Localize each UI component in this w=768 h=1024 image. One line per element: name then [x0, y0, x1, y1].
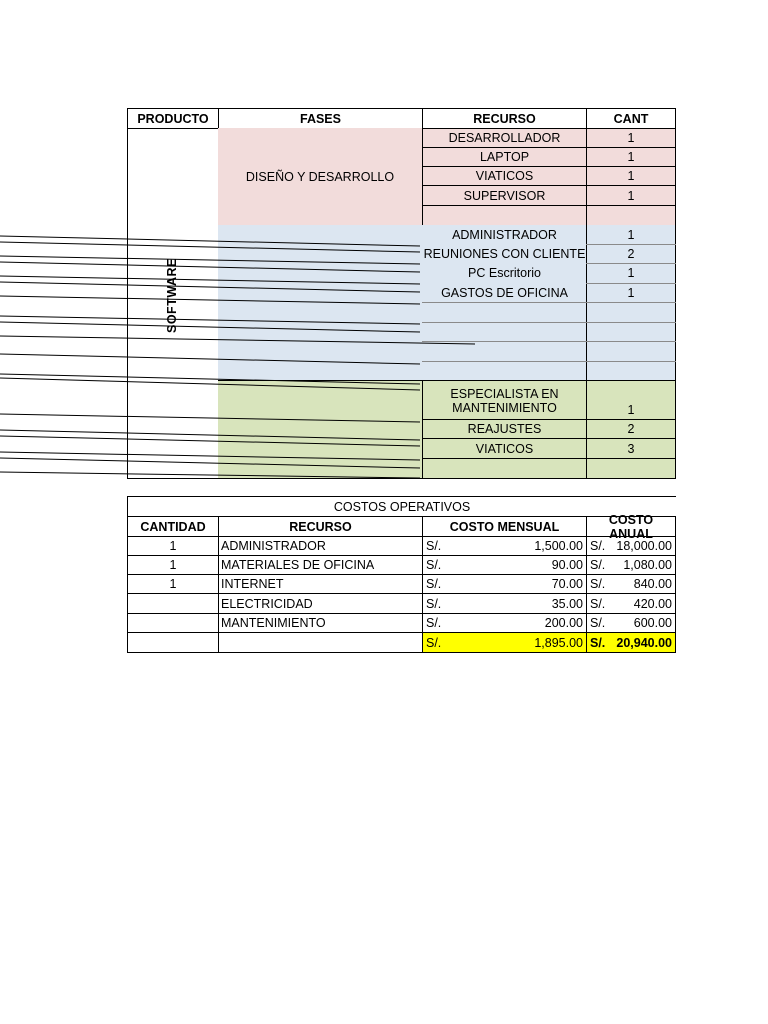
- row-separator: [422, 302, 676, 303]
- row-separator: [422, 341, 676, 342]
- header-recurso: RECURSO: [422, 108, 587, 129]
- header-cant: CANT: [586, 108, 676, 129]
- currency-label: S/.: [426, 539, 442, 553]
- recurso-cell: MATERIALES DE OFICINA: [218, 555, 423, 575]
- cantidad-cell: [127, 613, 219, 633]
- producto-software-label: SOFTWARE: [165, 258, 179, 333]
- cantidad-cell: 1: [127, 574, 219, 594]
- recurso-cell: MANTENIMIENTO: [218, 613, 423, 633]
- recurso-cell: SUPERVISOR: [422, 185, 587, 206]
- cantidad-cell: 1: [127, 536, 219, 556]
- cant-cell: 3: [586, 438, 676, 459]
- costo-anual-cell: [586, 593, 676, 614]
- costo-anual-cell: [586, 613, 676, 633]
- cantidad-cell: [127, 593, 219, 614]
- amount: 70.00: [551, 577, 583, 591]
- costo-anual-cell: [586, 536, 676, 556]
- recurso-cell: ADMINISTRADOR: [422, 225, 587, 245]
- currency-label: S/.: [590, 635, 606, 650]
- empty-cell: [218, 632, 423, 653]
- header-producto: PRODUCTO: [127, 108, 219, 129]
- recurso-cell: ESPECIALISTA EN MANTENIMIENTO: [422, 380, 587, 420]
- empty-cell: [127, 632, 219, 653]
- cantidad-cell: 1: [127, 555, 219, 575]
- amount: 35.00: [551, 596, 583, 611]
- recurso-cell: DESARROLLADOR: [422, 128, 587, 148]
- header-costo-mensual: COSTO MENSUAL: [422, 516, 587, 537]
- row-separator: [422, 361, 676, 362]
- empty-cell: [422, 205, 587, 226]
- recurso-cell: ELECTRICIDAD: [218, 593, 423, 614]
- currency-label: S/.: [590, 616, 606, 630]
- cant-cell: 1: [586, 380, 676, 420]
- cant-cell: 1: [586, 147, 676, 167]
- currency-label: S/.: [590, 558, 606, 572]
- cant-cell: 1: [586, 185, 676, 206]
- costo-mensual-cell: [422, 613, 587, 633]
- recurso-cell: LAPTOP: [422, 147, 587, 167]
- recurso-cell: PC Escritorio: [422, 263, 587, 283]
- total-costo-anual: [586, 632, 676, 653]
- amount: 200.00: [544, 616, 583, 630]
- header-cantidad: CANTIDAD: [127, 516, 219, 537]
- cant-cell: 1: [586, 283, 676, 303]
- amount: 90.00: [551, 558, 583, 572]
- fase-block-2: [218, 225, 423, 381]
- currency-label: S/.: [426, 577, 442, 591]
- amount: 1,895.00: [534, 635, 583, 650]
- currency-label: S/.: [426, 558, 442, 572]
- recurso-cell: GASTOS DE OFICINA: [422, 283, 587, 303]
- costo-mensual-cell: [422, 536, 587, 556]
- empty-cell: [586, 205, 676, 226]
- amount: 600.00: [633, 616, 672, 630]
- recurso-cell: REUNIONES CON CLIENTE: [422, 244, 587, 264]
- amount: 20,940.00: [616, 635, 672, 650]
- empty-cell: [586, 458, 676, 479]
- recurso-cell: INTERNET: [218, 574, 423, 594]
- currency-label: S/.: [426, 616, 442, 630]
- currency-label: S/.: [590, 577, 606, 591]
- header-fases: FASES: [218, 108, 423, 129]
- costos-operativos-title: COSTOS OPERATIVOS: [127, 496, 676, 517]
- total-costo-mensual: [422, 632, 587, 653]
- cant-cell: 1: [586, 128, 676, 148]
- recurso-cell: REAJUSTES: [422, 419, 587, 439]
- costo-anual-cell: [586, 555, 676, 575]
- costo-mensual-cell: [422, 555, 587, 575]
- row-separator: [586, 244, 676, 245]
- cant-cell: 1: [586, 225, 676, 245]
- recurso-cell: VIATICOS: [422, 438, 587, 459]
- amount: 840.00: [633, 577, 672, 591]
- recurso-cell: VIATICOS: [422, 166, 587, 186]
- fase-block-3: [218, 380, 423, 479]
- cant-cell: 1: [586, 166, 676, 186]
- amount: 1,500.00: [534, 539, 583, 553]
- fase-diseno-desarrollo: DISEÑO Y DESARROLLO: [218, 128, 423, 226]
- row-separator: [586, 283, 676, 284]
- amount: 420.00: [633, 596, 672, 611]
- currency-label: S/.: [426, 635, 442, 650]
- recurso-cell: ADMINISTRADOR: [218, 536, 423, 556]
- cant-cell: 2: [586, 419, 676, 439]
- row-separator: [586, 263, 676, 264]
- row-separator: [422, 322, 676, 323]
- header-recurso-costos: RECURSO: [218, 516, 423, 537]
- costo-anual-cell: [586, 574, 676, 594]
- amount: 1,080.00: [623, 558, 672, 572]
- cant-cell: 1: [586, 263, 676, 283]
- currency-label: S/.: [590, 596, 606, 611]
- currency-label: S/.: [426, 596, 442, 611]
- currency-label: S/.: [590, 539, 606, 553]
- amount: 18,000.00: [616, 539, 672, 553]
- empty-cell: [422, 458, 587, 479]
- cant-cell: 2: [586, 244, 676, 264]
- costo-mensual-cell: [422, 574, 587, 594]
- header-costo-anual: COSTO ANUAL: [586, 516, 676, 537]
- costo-mensual-cell: [422, 593, 587, 614]
